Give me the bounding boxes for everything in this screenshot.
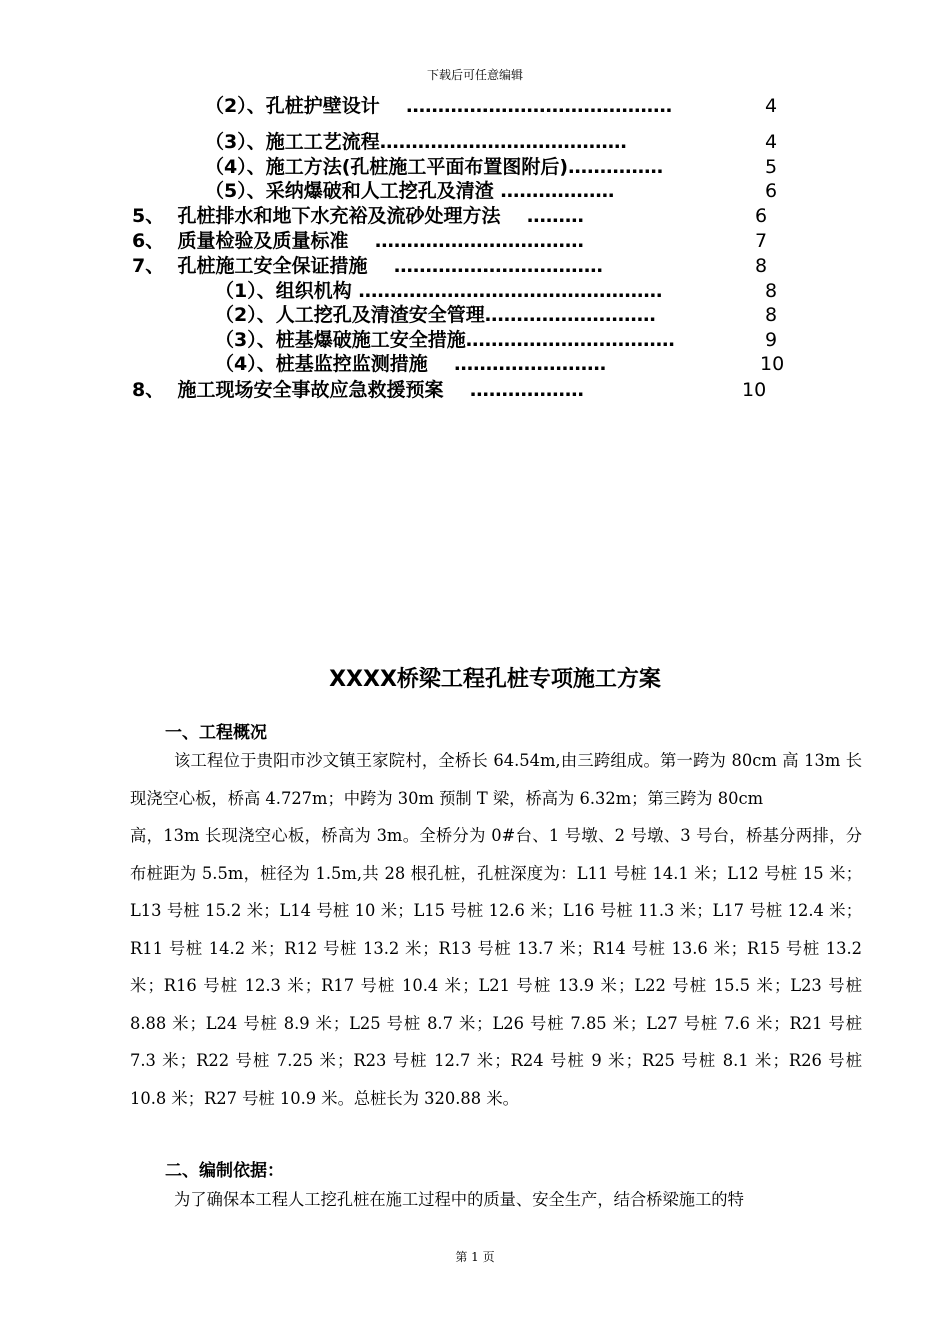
toc-entry-label: （3）、施工工艺流程………………………………… (205, 131, 627, 153)
toc-entry-page: 8 (765, 304, 778, 326)
toc-entry-page: 9 (765, 329, 778, 351)
toc-entry-label: （2）、孔桩护壁设计 …………………………………… (205, 95, 673, 117)
page-header: 下载后可任意编辑 (426, 68, 523, 82)
toc-entry-page: 8 (755, 255, 768, 277)
toc-entry-label: 8、 施工现场安全事故应急救援预案 ……………… (132, 379, 584, 401)
section-body (130, 742, 862, 1117)
toc-entry-label: （3）、桩基爆破施工安全措施…………………………… (215, 329, 675, 351)
toc-entry-page: 8 (765, 280, 778, 302)
paragraph: 为了确保本工程人工挖孔桩在施工过程中的质量、安全生产，结合桥梁施工的特 (174, 1190, 744, 1209)
section-heading: 二、编制依据： (165, 1161, 284, 1181)
section-heading: 一、工程概况 (165, 723, 267, 743)
toc-entry-page: 10 (760, 353, 785, 375)
toc-entry-label: （4）、桩基监控监测措施 …………………… (215, 353, 607, 375)
toc-entry-label: 5、 孔桩排水和地下水充裕及流砂处理方法 ……… (132, 205, 584, 227)
section-body (130, 1181, 862, 1219)
toc-entry-page: 6 (755, 205, 768, 227)
paragraph: 高，13m 长现浇空心板，桥高为 3m。全桥分为 0#台、1 号墩、2 号墩、3 号台，桥基分两排，分布桩距为 5.5m，桩径为 1.5m,共 28 根孔桩，孔桩深度为：L11 号桩 14.1 米；L12 号桩 15 米；L13 号桩 15.2 米；L14 号桩 10 米；L15 号桩 12.6 米；L16 号桩 11.3 米；L17 号桩 12.4 米；R11 号桩 14.2 米；R12 号桩 13.2 米；R13 号桩 13.7 米；R14 号桩 13.6 米；R15 号桩 13.2 米；R16 号桩 12.3 米；R17 号桩 10.4 米；L21 号桩 13.9 米；L22 号桩 15.5 米；L23 号桩 8.88 米；L24 号桩 8.9 米；L25 号桩 8.7 米；L26 号桩 7.85 米；L27 号桩 7.6 米；R21 号桩 7.3 米；R22 号桩 7.25 米；R23 号桩 12.7 米；R24 号桩 9 米；R25 号桩 8.1 米；R26 号桩 10.8 米；R27 号桩 10.9 米。总桩长为 320.88 米。 (130, 826, 862, 1108)
page-footer: 第 1 页 (455, 1250, 495, 1264)
toc-entry-label: 7、 孔桩施工安全保证措施 …………………………… (132, 255, 603, 277)
toc-entry-page: 6 (765, 180, 778, 202)
toc-entry-label: （5）、采纳爆破和人工挖孔及清渣 ……………… (205, 180, 615, 202)
toc-entry-page: 10 (742, 379, 767, 401)
toc-entry-page: 4 (765, 95, 778, 117)
toc-entry-label: 6、 质量检验及质量标准 …………………………… (132, 230, 584, 252)
document-title: XXXX桥梁工程孔桩专项施工方案 (329, 667, 661, 692)
toc-entry-page: 4 (765, 131, 778, 153)
paragraph: 该工程位于贵阳市沙文镇王家院村，全桥长 64.54m,由三跨组成。第一跨为 80cm 高 13m 长现浇空心板，桥高 4.727m；中跨为 30m 预制 T 梁，桥高为 6.32m；第三跨为 80cm (130, 751, 862, 808)
toc-entry-page: 7 (755, 230, 768, 252)
toc-entry-label: （4）、施工方法(孔桩施工平面布置图附后)…………… (205, 156, 664, 178)
toc-entry-label: （2）、人工挖孔及清渣安全管理……………………… (215, 304, 656, 326)
toc-entry-page: 5 (765, 156, 778, 178)
toc-entry-label: （1）、组织机构 ………………………………………… (215, 280, 663, 302)
